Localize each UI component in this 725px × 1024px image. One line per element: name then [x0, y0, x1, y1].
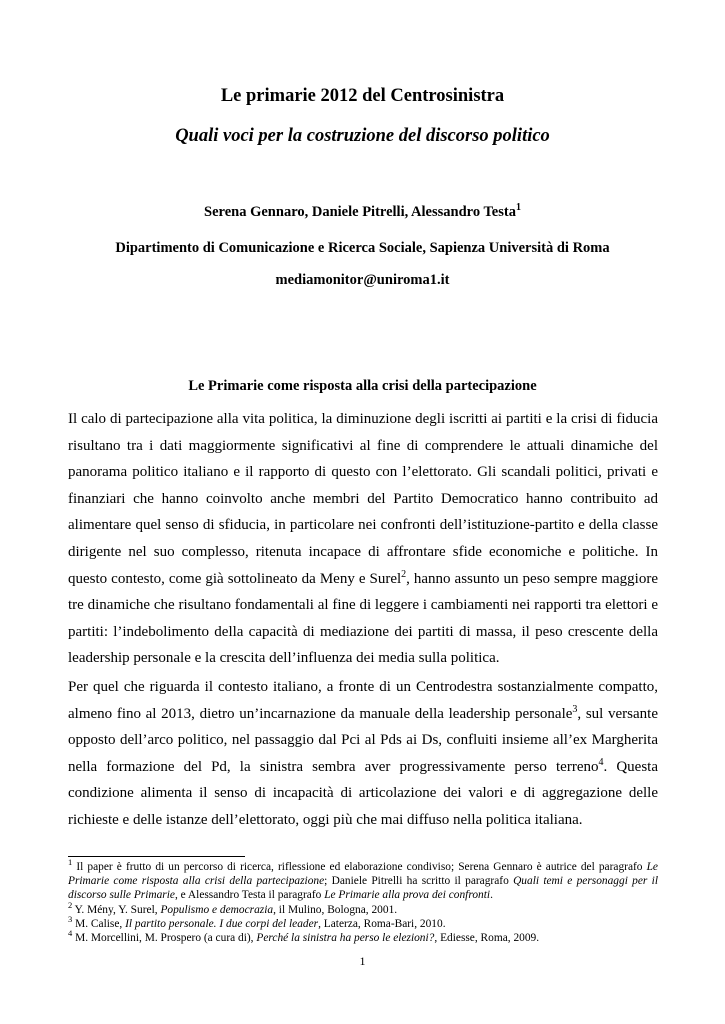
footnote-text: . [490, 889, 493, 902]
author-affiliation: Dipartimento di Comunicazione e Ricerca Sociale, Sapienza Università di Roma [115, 240, 610, 256]
footnotes [68, 857, 658, 945]
footnote-1 [68, 857, 658, 903]
contact-email: mediamonitor@uniroma1.it [275, 272, 450, 288]
footnote-text: M. Calise, [72, 917, 126, 930]
body-paragraph-1 [68, 406, 658, 672]
footnote-text: Il paper è frutto di un percorso di ricerca, riflessione ed elaborazione condiviso; Serena Gennaro è autrice del paragrafo [72, 861, 647, 873]
paragraph-1-text-b: , hanno assunto un peso sempre maggiore tre dinamiche che risultano fondamentali al fine di leggere i cambiamenti nei rapporti tra elettori e partiti: l’indebolimento della capacità di mediazione dei partiti di massa, il peso crescente della leadership personale e la crescita dell’influenza dei media sulla politica. [68, 570, 658, 667]
paragraph-1-text-a: Il calo di partecipazione alla vita politica, la diminuzione degli iscritti ai partiti e la crisi di fiducia risultano tra i dati maggiormente significativi al fine di comprendere le attuali dinamiche del panorama politico italiano e il rapporto di questo con l’elettorato. Gli scandali politici, privati e finanziari che hanno coinvolto anche membri del Partito Democratico hanno contribuito ad alimentare quel senso di sfiducia, in particolare nei confronti dell’istituzione-partito e della classe dirigente nel suo complesso, ritenuta incapace di affrontare sfide economiche e politiche. In questo contesto, come già sottolineato da Meny e Surel [68, 411, 658, 587]
footnote-ref-3: 3 [572, 703, 578, 715]
footnote-text: , Ediesse, Roma, 2009. [434, 932, 540, 945]
footnote-ref-4: 4 [598, 756, 604, 768]
paper-title: Le primarie 2012 del Centrosinistra [220, 86, 505, 106]
author-list [0, 204, 725, 221]
footnote-text: , e Alessandro Testa il paragrafo [174, 889, 325, 902]
footnote-italic-title: Quali temi e personaggi per il discorso sulle Primarie [68, 875, 658, 902]
footnote-number: 3 [68, 914, 73, 925]
section-heading: Le Primarie come risposta alla crisi della partecipazione [188, 378, 537, 394]
footnote-text: , Laterza, Roma-Bari, 2010. [318, 917, 446, 930]
paragraph-2-text-a: Per quel che riguarda il contesto italiano, a fronte di un Centrodestra sostanzialmente compatto, almeno fino al 2013, dietro un’incarnazione da manuale della leadership personale [68, 679, 658, 722]
footnote-text: M. Morcellini, M. Prospero (a cura di), [72, 932, 257, 945]
footnote-italic-title: Il partito personale. I due corpi del leader [125, 917, 319, 930]
footnote-italic-title: Le Primarie come risposta alla crisi della partecipazione [68, 861, 658, 888]
footnote-text: , il Mulino, Bologna, 2001. [273, 903, 398, 916]
page-number: 1 [359, 954, 366, 968]
paragraph-2-text-b: , sul versante opposto dell’arco politico, nel passaggio dal Pci al Pds ai Ds, confluiti insieme all’ex Margherita nella formazione del Pd, la sinistra sembra aver progressivamente perso terreno [68, 705, 658, 775]
footnote-italic-title: Perché la sinistra ha perso le elezioni? [256, 932, 435, 945]
footnote-ref-1: 1 [515, 202, 521, 214]
footnote-number: 1 [68, 857, 73, 868]
footnote-text: Y. Mény, Y. Surel, [72, 903, 161, 916]
body-paragraph-2 [68, 674, 658, 834]
footnote-number: 2 [68, 899, 73, 910]
footnote-2 [68, 899, 658, 917]
footnote-3 [68, 914, 658, 931]
paper-subtitle: Quali voci per la costruzione del discorso politico [175, 126, 550, 146]
footnote-ref-2: 2 [401, 568, 407, 580]
footnote-number: 4 [68, 928, 73, 939]
footnote-4 [68, 928, 658, 945]
author-names: Serena Gennaro, Daniele Pitrelli, Alessandro Testa [204, 204, 516, 220]
footnote-italic-title: Populismo e democrazia [160, 903, 274, 916]
footnote-italic-title: Le Primarie alla prova dei confronti [324, 889, 491, 902]
footnote-text: ; Daniele Pitrelli ha scritto il paragrafo [324, 875, 514, 888]
paragraph-2-text-c: . Questa condizione alimenta il senso di incapacità di articolazione dei valori e di aggregazione delle richieste e delle istanze dell’elettorato, oggi più che mai diffuso nella politica italiana. [68, 758, 658, 828]
footnote-separator [68, 856, 245, 857]
